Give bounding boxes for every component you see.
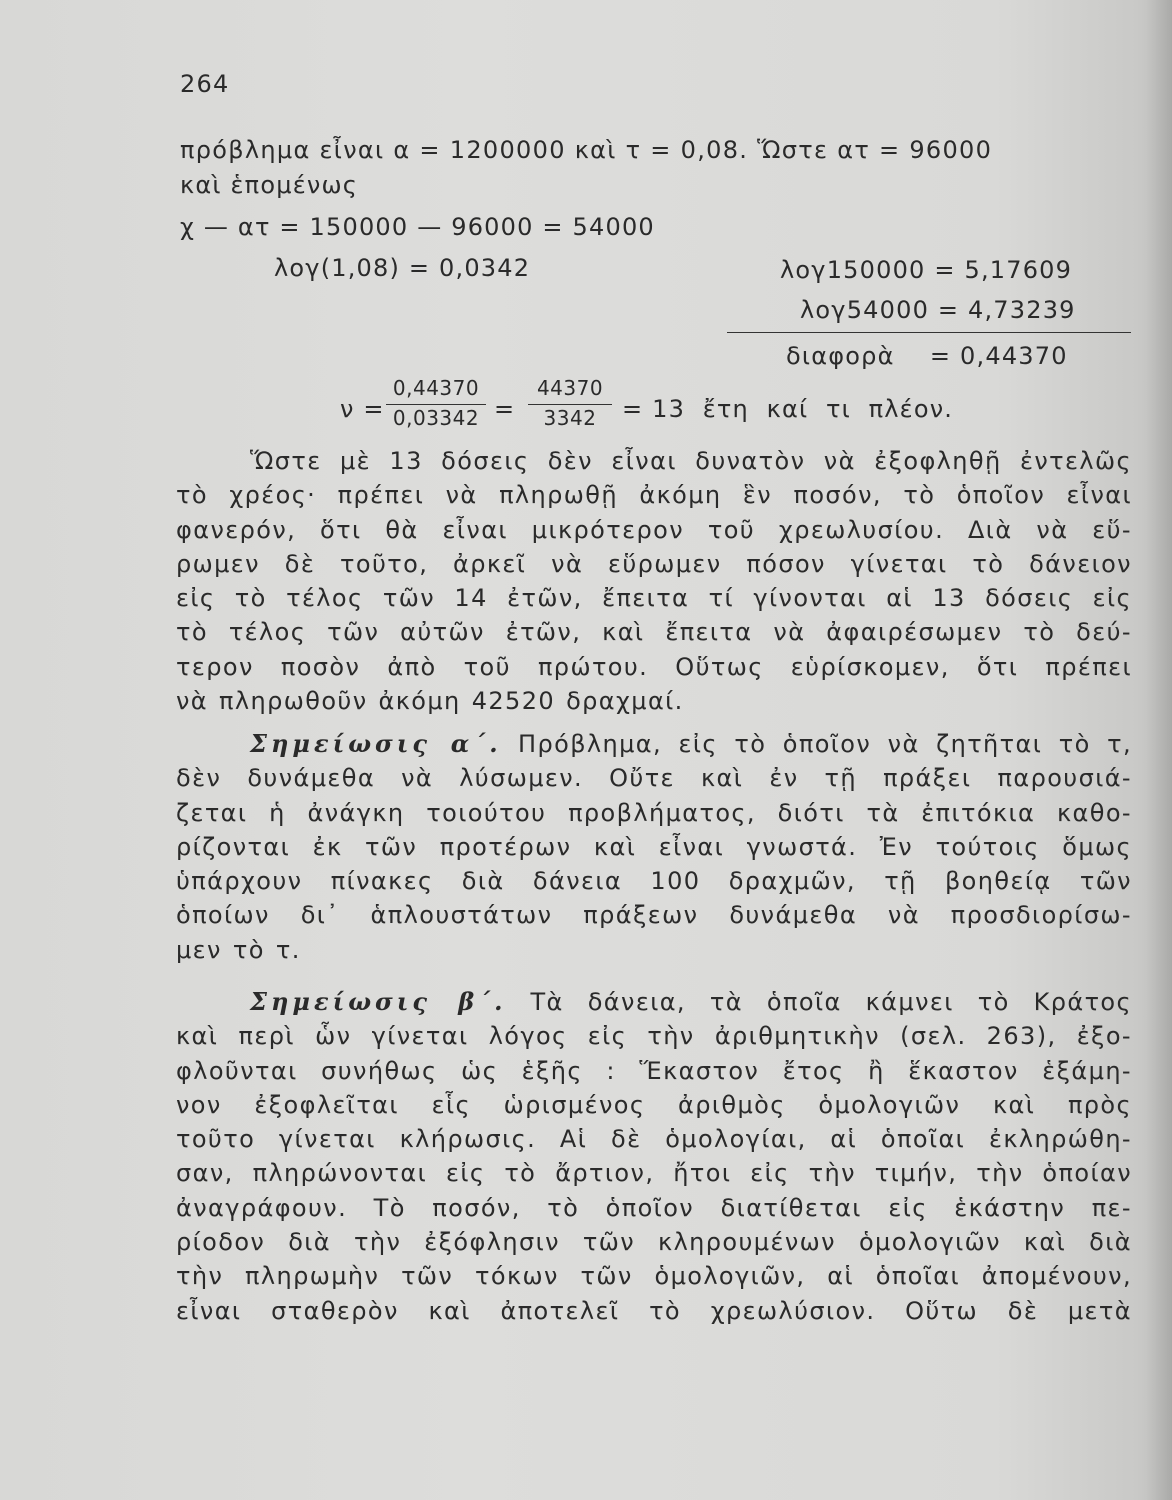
note-alpha-line: ὁποίων δι᾽ ἁπλουστάτων πράξεων δυνάμεθα νὰ προσδιορίσω-: [176, 901, 1132, 930]
equation-log-1-08: λογ(1,08) = 0,0342: [274, 254, 531, 282]
note-alpha-line: δὲν δυνάμεθα νὰ λύσωμεν. Οὔτε καὶ ἐν τῇ πράξει παρουσιά-: [176, 764, 1132, 793]
note-alpha-line: ζεται ἡ ἀνάγκη τοιούτου προβλήματος, διότι τὰ ἐπιτόκια καθο-: [176, 798, 1132, 827]
note-beta: [176, 985, 1132, 1328]
note-beta-line: τὴν πληρωμὴν τῶν τόκων τῶν ὁμολογιῶν, αἱ ὁποῖαι ἀπομένουν,: [176, 1262, 1132, 1291]
fraction-2-denominator: 3342: [543, 406, 597, 430]
equation-x-minus-at: χ — ατ = 150000 — 96000 = 54000: [180, 213, 655, 241]
note-alpha-heading: Σημείωσις α΄.: [250, 729, 502, 758]
note-beta-line: ρίοδον διὰ τὴν ἐξόφλησιν τῶν κληρουμένων ὁμολογιῶν καὶ διὰ: [176, 1228, 1132, 1257]
paragraph-1-line: φανερόν, ὅτι θὰ εἶναι μικρότερον τοῦ χρεωλυσίου. Διὰ νὰ εὕ-: [176, 515, 1132, 544]
note-beta-line: ἀναγράφουν. Τὸ ποσόν, τὸ ὁποῖον διατίθεται εἰς ἑκάστην πε-: [176, 1193, 1132, 1222]
fraction-1-bar: [386, 404, 486, 405]
nu-equals: ν =: [340, 395, 385, 423]
note-alpha-line: ρίζονται ἐκ τῶν προτέρων καὶ εἶναι γνωστά. Ἐν τούτοις ὅμως: [176, 832, 1132, 861]
fraction-1-numerator: 0,44370: [392, 376, 480, 400]
subtraction-rule: [727, 332, 1131, 333]
equation-log-54000: λογ54000 = 4,73239: [800, 296, 1076, 324]
paragraph-1-line: τὸ τέλος τῶν αὐτῶν ἐτῶν, καὶ ἔπειτα νὰ ἀφαιρέσωμεν τὸ δεύ-: [176, 618, 1132, 647]
note-beta-line: νον ἐξοφλεῖται εἷς ὡρισμένος ἀριθμὸς ὁμολογιῶν καὶ πρὸς: [176, 1090, 1132, 1119]
paragraph-1-line: Ὥστε μὲ 13 δόσεις δὲν εἶναι δυνατὸν νὰ ἐξοφληθῇ ἐντελῶς: [250, 447, 1132, 475]
paragraph-1-line: εἰς τὸ τέλος τῶν 14 ἐτῶν, ἔπειτα τί γίνονται αἱ 13 δόσεις εἰς: [176, 584, 1132, 613]
note-alpha-line: ὑπάρχουν πίνακες διὰ δάνεια 100 δραχμῶν, τῇ βοηθείᾳ τῶν: [176, 867, 1132, 896]
paragraph-1-line: τερον ποσὸν ἀπὸ τοῦ πρώτου. Οὕτως εὑρίσκομεν, ὅτι πρέπει: [176, 652, 1132, 681]
note-beta-line: Τὰ δάνεια, τὰ ὁποῖα κάμνει τὸ Κράτος: [530, 988, 1133, 1016]
note-beta-line: τοῦτο γίνεται κλήρωσις. Αἱ δὲ ὁμολογίαι, αἱ ὁποῖαι ἐκληρώθη-: [176, 1125, 1132, 1154]
fraction-1-denominator: 0,03342: [392, 406, 480, 430]
equation-log-150000: λογ150000 = 5,17609: [780, 256, 1073, 284]
note-alpha-line: Πρόβλημα, εἰς τὸ ὁποῖον νὰ ζητῆται τὸ τ,: [518, 730, 1132, 758]
note-alpha: [176, 727, 1132, 967]
page-edge-shadow: [1146, 0, 1172, 1500]
note-beta-line: εἶναι σταθερὸν καὶ ἀποτελεῖ τὸ χρεωλύσιον. Οὕτω δὲ μετὰ: [176, 1296, 1132, 1325]
paragraph-1-line: νὰ πληρωθοῦν ἀκόμη 42520 δραχμαί.: [176, 687, 684, 716]
nu-result: = 13 ἔτη καί τι πλέον.: [622, 395, 954, 423]
note-alpha-first-line: [176, 727, 1132, 761]
intro-line-1: πρόβλημα εἶναι α = 1200000 καὶ τ = 0,08. Ὥστε ατ = 96000: [180, 136, 993, 164]
fraction-2-numerator: 44370: [536, 376, 604, 400]
paragraph-1: [176, 444, 1132, 718]
fraction-2-bar: [528, 404, 612, 405]
paragraph-1-line: τὸ χρέος· πρέπει νὰ πληρωθῇ ἀκόμη ἓν ποσόν, τὸ ὁποῖον εἶναι: [176, 481, 1132, 510]
note-beta-line: καὶ περὶ ὧν γίνεται λόγος εἰς τὴν ἀριθμητικὴν (σελ. 263), ἐξο-: [176, 1022, 1132, 1051]
note-beta-heading: Σημείωσις β΄.: [250, 987, 507, 1016]
intro-line-2: καὶ ἑπομένως: [180, 171, 359, 199]
page-number: 264: [180, 70, 230, 98]
paragraph-1-line: ρωμεν δὲ τοῦτο, ἀρκεῖ νὰ εὕρωμεν πόσον γίνεται τὸ δάνειον: [176, 549, 1132, 578]
fraction-equals: =: [494, 395, 516, 423]
note-beta-line: σαν, πληρώνονται εἰς τὸ ἄρτιον, ἤτοι εἰς τὴν τιμήν, τὴν ὁποίαν: [176, 1159, 1132, 1188]
note-beta-line: φλοῦνται συνήθως ὡς ἑξῆς : Ἕκαστον ἔτος ἢ ἕκαστον ἑξάμη-: [176, 1056, 1132, 1085]
note-alpha-line: μεν τὸ τ.: [176, 935, 301, 964]
equation-difference: διαφορὰ = 0,44370: [786, 342, 1068, 370]
note-beta-first-line: [176, 985, 1132, 1019]
